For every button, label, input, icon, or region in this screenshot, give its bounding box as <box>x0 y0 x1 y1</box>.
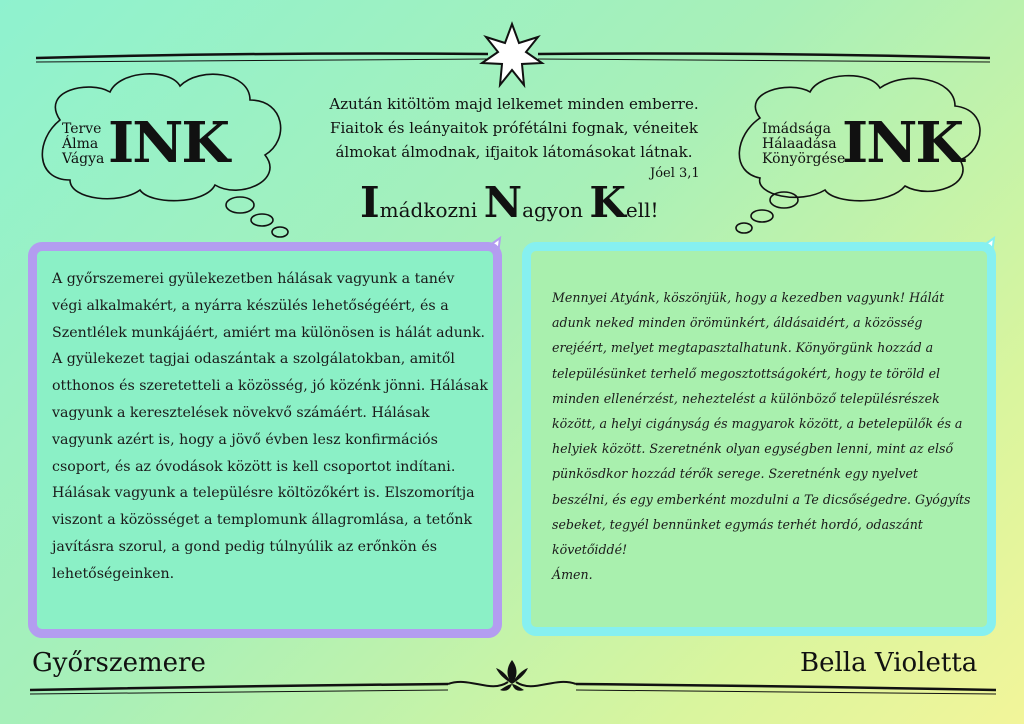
left-cloud-lines <box>62 122 104 167</box>
motto-cap: I <box>360 178 380 227</box>
author-name: Bella Violetta <box>800 648 978 678</box>
prayer-closing: Ámen. <box>552 567 593 583</box>
right-cloud-line: Imádsága <box>762 121 831 137</box>
verse-reference: Jóel 3,1 <box>650 166 700 181</box>
left-cloud-line: Álma <box>62 136 99 152</box>
motto-cap: N <box>483 178 523 227</box>
prayer-text: Mennyei Atyánk, köszönjük, hogy a kezedben vagyunk! Hálát adunk neked minden örömünkért, áldásaidért, a közösség erejéért, melyet megtapasztalhatunk. Könyörgünk hozzád a településünket terhelő megosztottságokért, hogy te töröld el minden ellenérzést, neheztelést a különböző településrészek között, a helyi cigányság és magyarok között, a betelepülők és a helyiek között. Szeretnénk olyan egységben lenni, mint az első pünkösdkor hozzád térők serege. Szeretnénk egy nyelvet beszélni, és egy emberként mozdulni a Te dicsőségedre. Gyógyíts sebeket, tegyél bennünket egymás terhét hordó, odaszánt követőiddé! <box>552 290 971 558</box>
right-cloud-acronym: INK <box>842 110 963 176</box>
right-cloud-lines <box>762 122 845 167</box>
left-cloud-line: Vágya <box>62 151 105 167</box>
motto-rest: mádkozni <box>379 198 478 222</box>
star-icon <box>482 24 542 85</box>
location-name: Győrszemere <box>32 648 206 678</box>
right-cloud-line: Hálaadása <box>762 136 837 152</box>
gratitude-text: A győrszemerei gyülekezetben hálásak vagyunk a tanév végi alkalmakért, a nyárra készülés lehetőségéért, és a Szentlélek munkájáért, amiért ma különösen is hálát adunk. A gyülekezet tagjai odaszántak a szolgálatokban, amitől otthonos és szeretetteli a közösség, jó közénk jönni. Hálásak vagyunk a keresztelések növekvő számáért. Hálásak vagyunk azért is, hogy a jövő évben lesz konfirmációs csoport, és az óvodások között is kell csoportot indítani. Hálásak vagyunk a településre költözőkért is. Elszomorítja viszont a közösséget a templomunk állagromlása, a tetőnk javításra szorul, a gond pedig túlnyúlik az erőnkön és lehetőségeinken. <box>52 271 488 582</box>
motto-cap: K <box>589 178 626 227</box>
motto-rest: agyon <box>522 198 584 222</box>
bible-verse: Azután kitöltöm majd lelkemet minden emberre. Fiaitok és leányaitok prófétálni fognak, véneitek álmokat álmodnak, ifjaitok látomásokat látnak. <box>329 95 699 161</box>
left-cloud-line: Terve <box>62 121 102 137</box>
prayer-text-block <box>552 285 972 587</box>
bottom-rule <box>30 682 996 694</box>
motto <box>360 178 659 227</box>
left-cloud-acronym: INK <box>108 110 229 176</box>
right-cloud-line: Könyörgése <box>762 151 846 167</box>
motto-rest: ell! <box>625 198 659 222</box>
